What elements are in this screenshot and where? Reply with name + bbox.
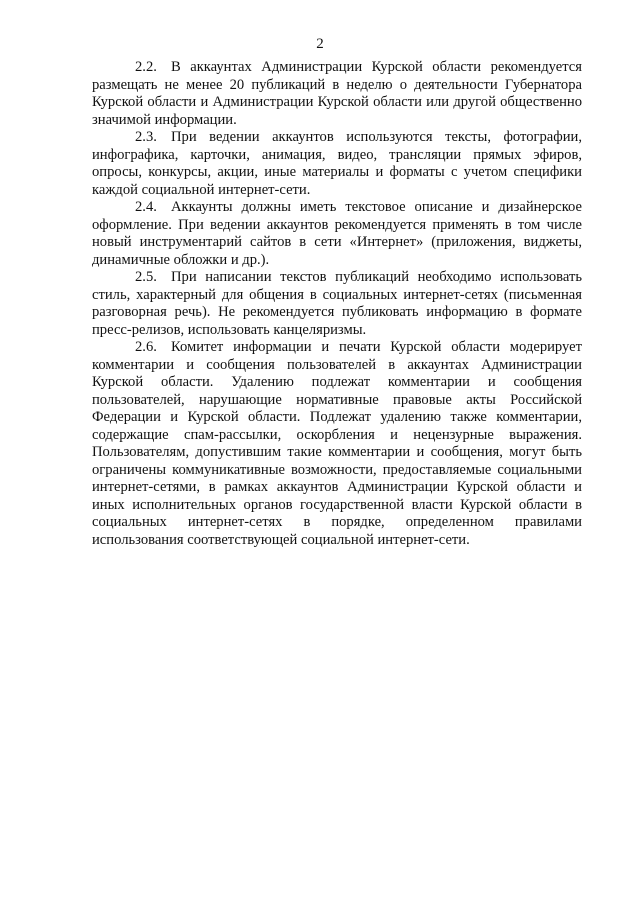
document-body [92,59,582,549]
paragraph-2-3 [92,129,582,199]
paragraph-text: При написании текстов публикаций необходимо использовать стиль, характерный для общения в социальных интернет-сетях (письменная разговорная речь). Не рекомендуется публиковать информацию в формате пресс-релизов, использовать канцеляризмы. [92,269,582,338]
paragraph-text: Комитет информации и печати Курской области модерирует комментарии и сообщения пользователей в аккаунтах Администрации Курской области. Удалению подлежат комментарии и сообщения пользователей, нарушающие нормативные правовые акты Российской Федерации и Курской области. Подлежат удалению также комментарии, содержащие спам-рассылки, оскорбления и нецензурные выражения. Пользователям, допустившим такие комментарии и сообщения, могут быть ограничены коммуникативные возможности, предоставляемые социальными интернет-сетями, в рамках аккаунтов Администрации Курской области и иных исполнительных органов государственной власти Курской области в социальных интернет-сетях в порядке, определенном правилами использования соответствующей социальной интернет-сети. [92,339,582,548]
paragraph-2-5 [92,269,582,339]
paragraph-text: При ведении аккаунтов используются тексты, фотографии, инфографика, карточки, анимация, видео, трансляции прямых эфиров, опросы, конкурсы, акции, иные материалы и форматы с учетом специфики каждой социальной интернет-сети. [92,129,582,198]
paragraph-number: 2.5. [135,269,157,285]
page-number: 2 [316,36,324,52]
paragraph-number: 2.2. [135,59,157,75]
paragraph-text: Аккаунты должны иметь текстовое описание и дизайнерское оформление. При ведении аккаунтов рекомендуется применять в том числе новый инструментарий сайтов в сети «Интернет» (приложения, виджеты, динамичные обложки и др.). [92,199,582,268]
paragraph-text: В аккаунтах Администрации Курской области рекомендуется размещать не менее 20 публикаций в неделю о деятельности Губернатора Курской области и Администрации Курской области или другой общественно значимой информации. [92,59,582,128]
paragraph-2-2 [92,59,582,129]
paragraph-2-4 [92,199,582,269]
paragraph-number: 2.3. [135,129,157,145]
paragraph-number: 2.4. [135,199,157,215]
paragraph-2-6 [92,339,582,549]
paragraph-number: 2.6. [135,339,157,355]
